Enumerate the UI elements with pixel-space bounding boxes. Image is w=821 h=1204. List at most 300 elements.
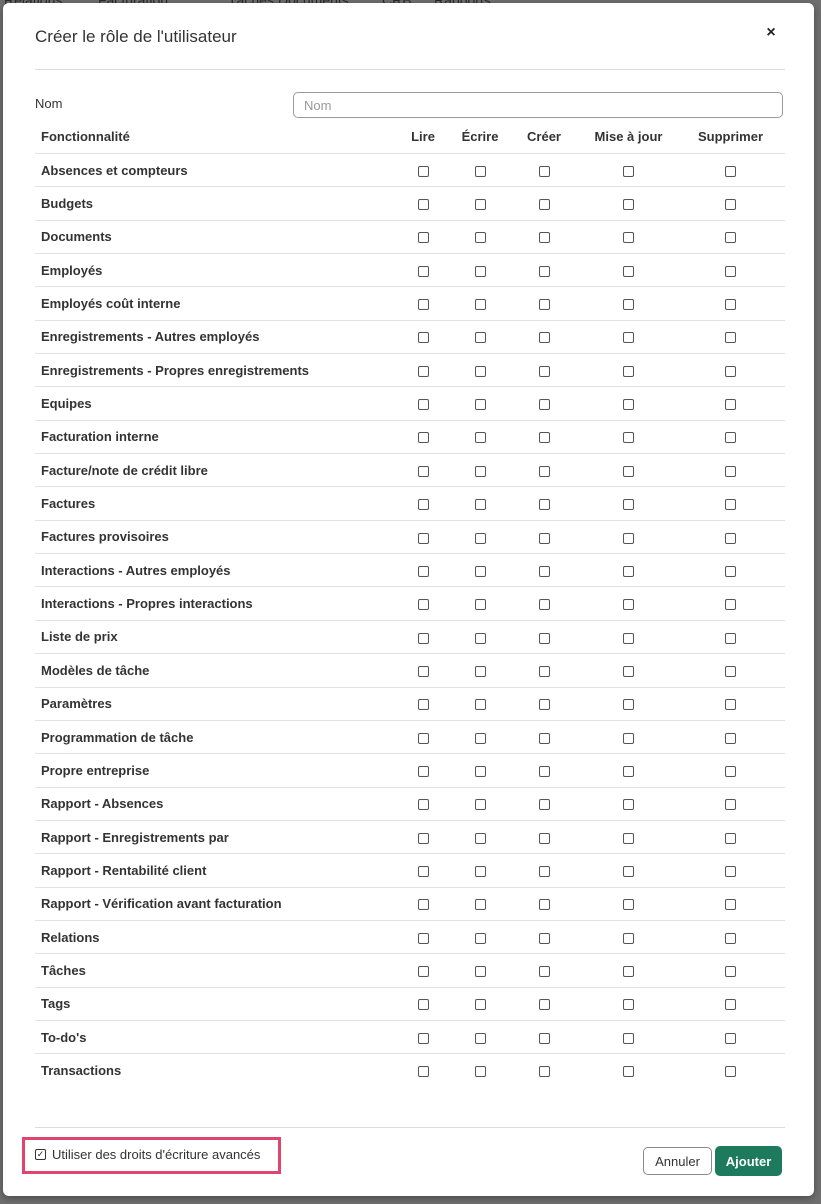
cell-read	[393, 354, 453, 387]
delete-checkbox[interactable]	[725, 533, 736, 544]
update-checkbox[interactable]	[623, 232, 634, 243]
cell-create	[507, 587, 581, 620]
delete-checkbox[interactable]	[725, 766, 736, 777]
cell-create	[507, 687, 581, 720]
delete-checkbox[interactable]	[725, 933, 736, 944]
cell-delete	[676, 1020, 785, 1053]
write-checkbox[interactable]	[475, 266, 486, 277]
write-checkbox[interactable]	[475, 666, 486, 677]
read-checkbox[interactable]	[418, 866, 429, 877]
cell-delete	[676, 554, 785, 587]
cell-delete	[676, 320, 785, 353]
create-checkbox[interactable]	[539, 466, 550, 477]
cell-delete	[676, 187, 785, 220]
create-checkbox[interactable]	[539, 299, 550, 310]
cell-delete	[676, 487, 785, 520]
read-checkbox[interactable]	[418, 633, 429, 644]
write-checkbox[interactable]	[475, 1066, 486, 1077]
cell-update	[581, 354, 676, 387]
read-checkbox[interactable]	[418, 299, 429, 310]
cell-write	[453, 687, 507, 720]
write-checkbox[interactable]	[475, 866, 486, 877]
cell-delete	[676, 454, 785, 487]
write-checkbox[interactable]	[475, 533, 486, 544]
cell-delete	[676, 920, 785, 953]
table-row	[35, 787, 785, 820]
cell-delete	[676, 220, 785, 253]
write-checkbox[interactable]	[475, 999, 486, 1010]
cell-create	[507, 320, 581, 353]
delete-checkbox[interactable]	[725, 399, 736, 410]
table-row	[35, 754, 785, 787]
cell-update	[581, 954, 676, 987]
cell-delete	[676, 954, 785, 987]
create-checkbox[interactable]	[539, 833, 550, 844]
read-checkbox[interactable]	[418, 466, 429, 477]
footer-divider	[35, 1127, 785, 1128]
delete-checkbox[interactable]	[725, 866, 736, 877]
update-checkbox[interactable]	[623, 366, 634, 377]
read-checkbox[interactable]	[418, 1033, 429, 1044]
read-checkbox[interactable]	[418, 933, 429, 944]
table-row	[35, 1020, 785, 1053]
cell-read	[393, 920, 453, 953]
cell-write	[453, 620, 507, 653]
write-checkbox[interactable]	[475, 199, 486, 210]
table-row	[35, 620, 785, 653]
update-checkbox[interactable]	[623, 299, 634, 310]
update-checkbox[interactable]	[623, 733, 634, 744]
cell-update	[581, 554, 676, 587]
create-checkbox[interactable]	[539, 866, 550, 877]
header-create: Créer	[527, 129, 561, 144]
update-checkbox[interactable]	[623, 266, 634, 277]
read-checkbox[interactable]	[418, 799, 429, 810]
update-checkbox[interactable]	[623, 466, 634, 477]
cell-delete	[676, 1054, 785, 1087]
create-checkbox[interactable]	[539, 232, 550, 243]
name-input[interactable]	[293, 92, 783, 118]
table-row	[35, 520, 785, 553]
table-row	[35, 487, 785, 520]
cell-create	[507, 954, 581, 987]
delete-checkbox[interactable]	[725, 199, 736, 210]
cell-delete	[676, 387, 785, 420]
table-row	[35, 820, 785, 853]
update-checkbox[interactable]	[623, 1066, 634, 1077]
cell-write	[453, 154, 507, 187]
delete-checkbox[interactable]	[725, 633, 736, 644]
read-checkbox[interactable]	[418, 266, 429, 277]
read-checkbox[interactable]	[418, 833, 429, 844]
header-delete: Supprimer	[697, 129, 763, 144]
update-checkbox[interactable]	[623, 432, 634, 443]
read-checkbox[interactable]	[418, 599, 429, 610]
cell-delete	[676, 654, 785, 687]
table-row	[35, 1054, 785, 1087]
cell-delete	[676, 420, 785, 453]
delete-checkbox[interactable]	[725, 499, 736, 510]
update-checkbox[interactable]	[623, 999, 634, 1010]
cell-create	[507, 154, 581, 187]
cell-create	[507, 554, 581, 587]
cell-update	[581, 854, 676, 887]
cell-update	[581, 487, 676, 520]
feature-label: Enregistrements - Autres employés	[35, 320, 393, 353]
cell-delete	[676, 754, 785, 787]
cell-read	[393, 154, 453, 187]
delete-checkbox[interactable]	[725, 899, 736, 910]
update-checkbox[interactable]	[623, 799, 634, 810]
read-checkbox[interactable]	[418, 666, 429, 677]
feature-label: Paramètres	[35, 687, 393, 720]
delete-checkbox[interactable]	[725, 733, 736, 744]
cell-write	[453, 487, 507, 520]
update-checkbox[interactable]	[623, 866, 634, 877]
create-checkbox[interactable]	[539, 699, 550, 710]
cell-write	[453, 520, 507, 553]
update-checkbox[interactable]	[623, 666, 634, 677]
write-checkbox[interactable]	[475, 299, 486, 310]
read-checkbox[interactable]	[418, 232, 429, 243]
create-checkbox[interactable]	[539, 332, 550, 343]
update-checkbox[interactable]	[623, 166, 634, 177]
add-button[interactable]: Ajouter	[715, 1146, 782, 1176]
cell-update	[581, 720, 676, 753]
cell-read	[393, 987, 453, 1020]
feature-label: Facture/note de crédit libre	[35, 454, 393, 487]
read-checkbox[interactable]	[418, 533, 429, 544]
create-checkbox[interactable]	[539, 633, 550, 644]
read-checkbox[interactable]	[418, 766, 429, 777]
delete-checkbox[interactable]	[725, 999, 736, 1010]
write-checkbox[interactable]	[475, 399, 486, 410]
delete-checkbox[interactable]	[725, 599, 736, 610]
cell-read	[393, 587, 453, 620]
permissions-body	[35, 154, 785, 1087]
feature-label: Documents	[35, 220, 393, 253]
update-checkbox[interactable]	[623, 699, 634, 710]
cell-read	[393, 687, 453, 720]
cell-write	[453, 654, 507, 687]
delete-checkbox[interactable]	[725, 366, 736, 377]
delete-checkbox[interactable]	[725, 232, 736, 243]
feature-label: Enregistrements - Propres enregistrements	[35, 354, 393, 387]
create-checkbox[interactable]	[539, 566, 550, 577]
delete-checkbox[interactable]	[725, 1066, 736, 1077]
cell-write	[453, 954, 507, 987]
cell-read	[393, 820, 453, 853]
create-checkbox[interactable]	[539, 266, 550, 277]
cell-update	[581, 620, 676, 653]
feature-label: Equipes	[35, 387, 393, 420]
modal-title: Créer le rôle de l'utilisateur	[35, 27, 237, 46]
cell-create	[507, 187, 581, 220]
write-checkbox[interactable]	[475, 332, 486, 343]
cancel-button[interactable]: Annuler	[643, 1147, 712, 1175]
table-row	[35, 587, 785, 620]
write-checkbox[interactable]	[475, 599, 486, 610]
table-row	[35, 687, 785, 720]
create-checkbox[interactable]	[539, 899, 550, 910]
create-checkbox[interactable]	[539, 366, 550, 377]
delete-checkbox[interactable]	[725, 833, 736, 844]
update-checkbox[interactable]	[623, 399, 634, 410]
delete-checkbox[interactable]	[725, 699, 736, 710]
table-row	[35, 854, 785, 887]
cell-write	[453, 787, 507, 820]
read-checkbox[interactable]	[418, 566, 429, 577]
update-checkbox[interactable]	[623, 599, 634, 610]
create-checkbox[interactable]	[539, 432, 550, 443]
write-checkbox[interactable]	[475, 766, 486, 777]
table-row	[35, 954, 785, 987]
read-checkbox[interactable]	[418, 432, 429, 443]
table-row	[35, 420, 785, 453]
table-row	[35, 187, 785, 220]
create-checkbox[interactable]	[539, 766, 550, 777]
create-checkbox[interactable]	[539, 1033, 550, 1044]
cell-delete	[676, 687, 785, 720]
cell-create	[507, 520, 581, 553]
cell-delete	[676, 620, 785, 653]
read-checkbox[interactable]	[418, 166, 429, 177]
cell-write	[453, 554, 507, 587]
table-header-row	[35, 120, 785, 154]
feature-label: Liste de prix	[35, 620, 393, 653]
cell-read	[393, 787, 453, 820]
cell-update	[581, 687, 676, 720]
update-checkbox[interactable]	[623, 833, 634, 844]
feature-label: Rapport - Absences	[35, 787, 393, 820]
delete-checkbox[interactable]	[725, 166, 736, 177]
create-checkbox[interactable]	[539, 933, 550, 944]
write-checkbox[interactable]	[475, 733, 486, 744]
create-checkbox[interactable]	[539, 799, 550, 810]
create-checkbox[interactable]	[539, 999, 550, 1010]
create-checkbox[interactable]	[539, 499, 550, 510]
create-checkbox[interactable]	[539, 199, 550, 210]
read-checkbox[interactable]	[418, 1066, 429, 1077]
read-checkbox[interactable]	[418, 733, 429, 744]
update-checkbox[interactable]	[623, 766, 634, 777]
feature-label: Propre entreprise	[35, 754, 393, 787]
cell-read	[393, 420, 453, 453]
read-checkbox[interactable]	[418, 499, 429, 510]
read-checkbox[interactable]	[418, 199, 429, 210]
cell-read	[393, 520, 453, 553]
cell-create	[507, 220, 581, 253]
cell-read	[393, 254, 453, 287]
table-row	[35, 554, 785, 587]
cell-read	[393, 720, 453, 753]
cell-delete	[676, 587, 785, 620]
feature-label: Interactions - Autres employés	[35, 554, 393, 587]
read-checkbox[interactable]	[418, 699, 429, 710]
write-checkbox[interactable]	[475, 466, 486, 477]
cell-update	[581, 520, 676, 553]
update-checkbox[interactable]	[623, 332, 634, 343]
write-checkbox[interactable]	[475, 499, 486, 510]
cell-create	[507, 887, 581, 920]
update-checkbox[interactable]	[623, 533, 634, 544]
cell-update	[581, 320, 676, 353]
cell-update	[581, 1054, 676, 1087]
cell-update	[581, 787, 676, 820]
delete-checkbox[interactable]	[725, 666, 736, 677]
cell-create	[507, 920, 581, 953]
write-checkbox[interactable]	[475, 566, 486, 577]
cell-read	[393, 320, 453, 353]
cell-update	[581, 254, 676, 287]
close-icon[interactable]: ×	[766, 24, 776, 41]
header-read: Lire	[411, 129, 435, 144]
cell-create	[507, 720, 581, 753]
cell-read	[393, 620, 453, 653]
read-checkbox[interactable]	[418, 332, 429, 343]
write-checkbox[interactable]	[475, 899, 486, 910]
cell-update	[581, 387, 676, 420]
update-checkbox[interactable]	[623, 899, 634, 910]
write-checkbox[interactable]	[475, 699, 486, 710]
write-checkbox[interactable]	[475, 232, 486, 243]
cell-delete	[676, 987, 785, 1020]
cell-write	[453, 587, 507, 620]
write-checkbox[interactable]	[475, 166, 486, 177]
cell-create	[507, 387, 581, 420]
advanced-rights-checkbox[interactable]: ✓	[36, 1149, 45, 1159]
read-checkbox[interactable]	[418, 366, 429, 377]
cell-read	[393, 754, 453, 787]
feature-label: Budgets	[35, 187, 393, 220]
create-checkbox[interactable]	[539, 733, 550, 744]
header-divider	[35, 69, 785, 70]
update-checkbox[interactable]	[623, 1033, 634, 1044]
create-checkbox[interactable]	[539, 966, 550, 977]
cell-update	[581, 754, 676, 787]
feature-label: Facturation interne	[35, 420, 393, 453]
cell-read	[393, 387, 453, 420]
cell-write	[453, 220, 507, 253]
write-checkbox[interactable]	[475, 933, 486, 944]
cell-write	[453, 920, 507, 953]
cell-write	[453, 1054, 507, 1087]
write-checkbox[interactable]	[475, 432, 486, 443]
cell-write	[453, 254, 507, 287]
header-write: Écrire	[461, 129, 499, 144]
create-checkbox[interactable]	[539, 399, 550, 410]
table-row	[35, 220, 785, 253]
update-checkbox[interactable]	[623, 499, 634, 510]
feature-label: Modèles de tâche	[35, 654, 393, 687]
cell-write	[453, 287, 507, 320]
write-checkbox[interactable]	[475, 633, 486, 644]
read-checkbox[interactable]	[418, 899, 429, 910]
create-checkbox[interactable]	[539, 1066, 550, 1077]
delete-checkbox[interactable]	[725, 299, 736, 310]
cell-write	[453, 454, 507, 487]
feature-label: Employés coût interne	[35, 287, 393, 320]
update-checkbox[interactable]	[623, 933, 634, 944]
cell-delete	[676, 854, 785, 887]
feature-label: Interactions - Propres interactions	[35, 587, 393, 620]
cell-write	[453, 754, 507, 787]
delete-checkbox[interactable]	[725, 799, 736, 810]
write-checkbox[interactable]	[475, 833, 486, 844]
cell-create	[507, 287, 581, 320]
read-checkbox[interactable]	[418, 999, 429, 1010]
feature-label: Transactions	[35, 1054, 393, 1087]
feature-label: Absences et compteurs	[35, 154, 393, 187]
cell-write	[453, 820, 507, 853]
write-checkbox[interactable]	[475, 966, 486, 977]
table-row	[35, 920, 785, 953]
create-checkbox[interactable]	[539, 166, 550, 177]
update-checkbox[interactable]	[623, 966, 634, 977]
table-row	[35, 154, 785, 187]
cell-write	[453, 387, 507, 420]
feature-label: Rapport - Vérification avant facturation	[35, 887, 393, 920]
cell-update	[581, 820, 676, 853]
create-checkbox[interactable]	[539, 533, 550, 544]
cell-read	[393, 1020, 453, 1053]
advanced-rights-label[interactable]: Utiliser des droits d'écriture avancés	[52, 1147, 261, 1162]
cell-update	[581, 287, 676, 320]
update-checkbox[interactable]	[623, 199, 634, 210]
update-checkbox[interactable]	[623, 633, 634, 644]
cell-delete	[676, 354, 785, 387]
cell-read	[393, 454, 453, 487]
delete-checkbox[interactable]	[725, 966, 736, 977]
cell-create	[507, 854, 581, 887]
write-checkbox[interactable]	[475, 1033, 486, 1044]
table-row	[35, 654, 785, 687]
cell-update	[581, 887, 676, 920]
feature-label: Employés	[35, 254, 393, 287]
feature-label: Tâches	[35, 954, 393, 987]
write-checkbox[interactable]	[475, 366, 486, 377]
table-row	[35, 287, 785, 320]
cell-delete	[676, 520, 785, 553]
cell-delete	[676, 787, 785, 820]
cell-read	[393, 854, 453, 887]
create-checkbox[interactable]	[539, 599, 550, 610]
cell-update	[581, 587, 676, 620]
delete-checkbox[interactable]	[725, 1033, 736, 1044]
delete-checkbox[interactable]	[725, 332, 736, 343]
read-checkbox[interactable]	[418, 399, 429, 410]
cell-update	[581, 154, 676, 187]
delete-checkbox[interactable]	[725, 266, 736, 277]
create-checkbox[interactable]	[539, 666, 550, 677]
delete-checkbox[interactable]	[725, 466, 736, 477]
read-checkbox[interactable]	[418, 966, 429, 977]
write-checkbox[interactable]	[475, 799, 486, 810]
update-checkbox[interactable]	[623, 566, 634, 577]
table-row	[35, 320, 785, 353]
cell-update	[581, 420, 676, 453]
cell-read	[393, 887, 453, 920]
cell-read	[393, 220, 453, 253]
feature-label: Factures	[35, 487, 393, 520]
cell-read	[393, 954, 453, 987]
delete-checkbox[interactable]	[725, 566, 736, 577]
table-row	[35, 254, 785, 287]
delete-checkbox[interactable]	[725, 432, 736, 443]
cell-create	[507, 420, 581, 453]
name-label: Nom	[35, 96, 63, 111]
cell-update	[581, 987, 676, 1020]
